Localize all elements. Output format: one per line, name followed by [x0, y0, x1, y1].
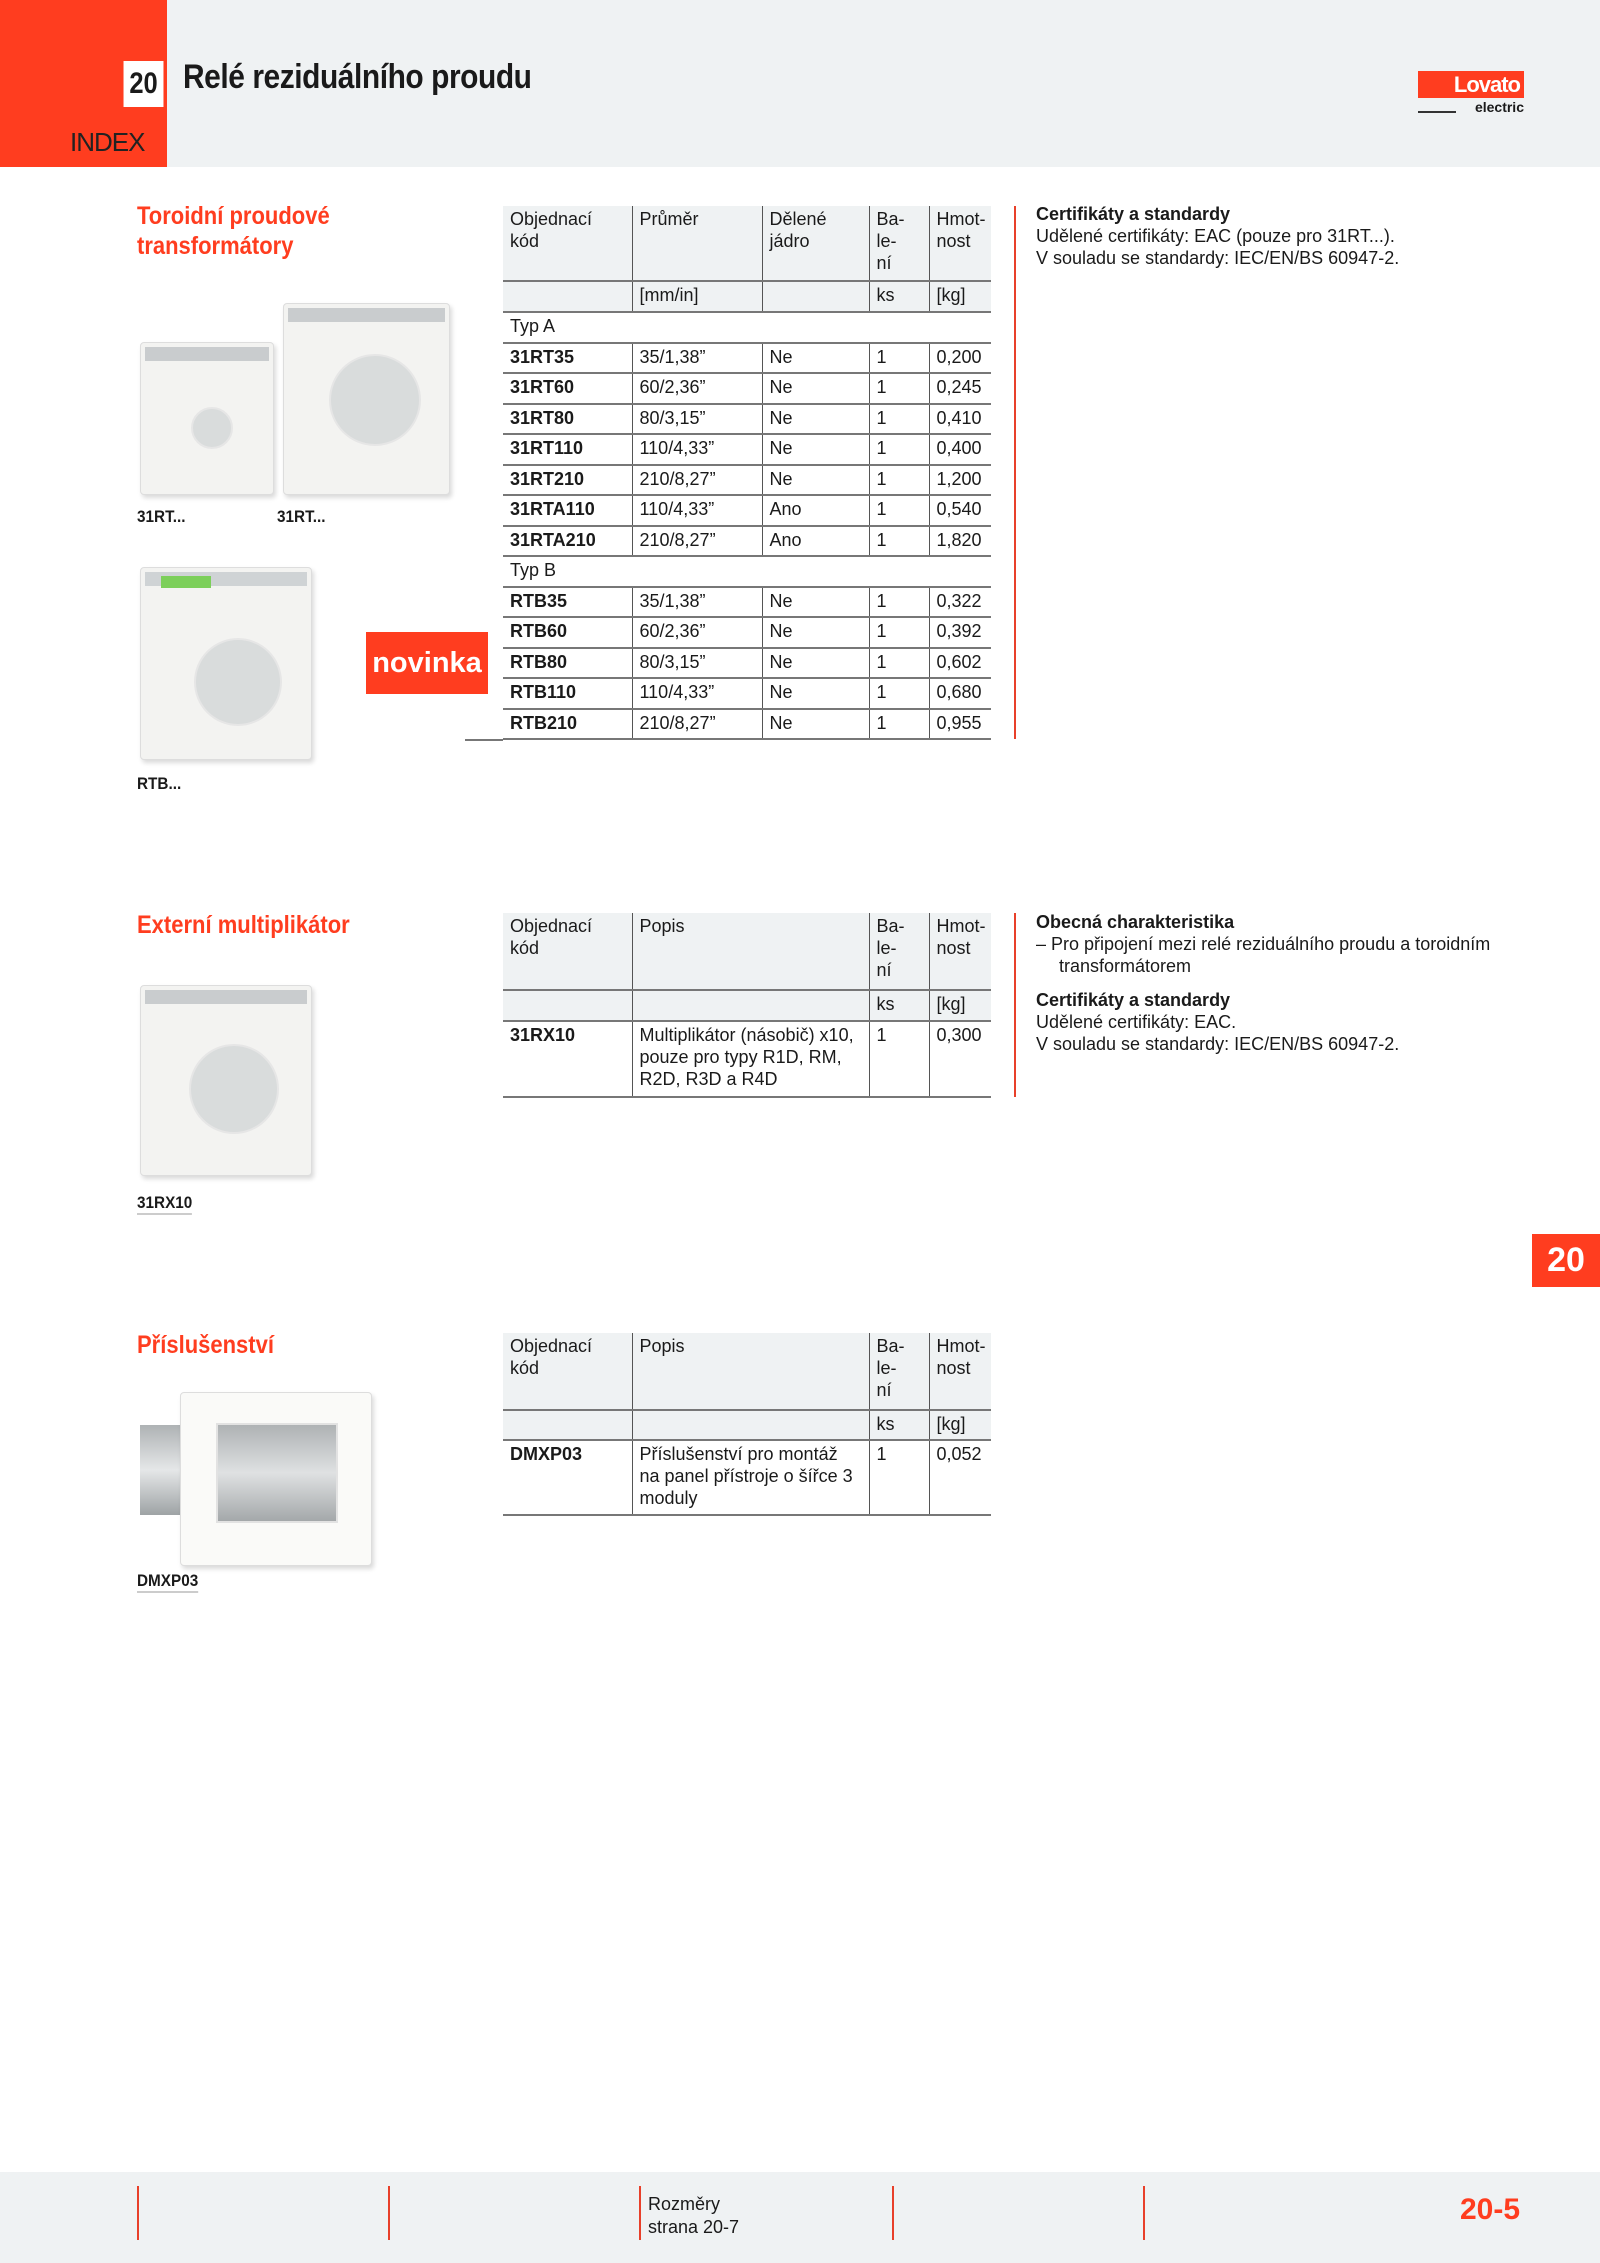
chapter-number: 20 [124, 61, 164, 107]
group-label: Typ A [503, 312, 991, 343]
col-header: Objednací kód [503, 913, 632, 990]
divider [1014, 206, 1016, 739]
image-label: 31RT... [277, 507, 326, 526]
general-characteristics: Obecná charakteristika – Pro připojení mezi relé reziduálního proudu a toroidním transformátorem Certifikáty a standardy Udělené certifikáty: EAC. V souladu se standardy: IEC/EN/BS 60947-2. [1036, 912, 1491, 1054]
logo-subtitle: electric [1474, 99, 1524, 115]
split-core: Ne [762, 617, 869, 648]
order-code[interactable]: 31RTA110 [503, 495, 632, 526]
col-header: Hmot- nost [929, 913, 991, 990]
pack: 1 [869, 648, 929, 679]
split-core: Ne [762, 343, 869, 374]
weight: 0,602 [929, 648, 991, 679]
divider [137, 2186, 139, 2240]
product-image-rtb [140, 567, 312, 760]
col-header: Objednací kód [503, 206, 632, 281]
split-core: Ne [762, 587, 869, 618]
weight: 0,400 [929, 434, 991, 465]
pack: 1 [869, 1440, 929, 1515]
image-label: RTB... [137, 774, 182, 793]
pack: 1 [869, 678, 929, 709]
table-row [503, 648, 991, 679]
weight: 1,820 [929, 526, 991, 557]
weight: 0,392 [929, 617, 991, 648]
pack: 1 [869, 373, 929, 404]
divider [1014, 913, 1016, 1097]
split-core: Ano [762, 526, 869, 557]
page-number: 20-5 [1460, 2193, 1521, 2226]
product-image-31rt-small [140, 342, 274, 495]
order-code[interactable]: 31RT210 [503, 465, 632, 496]
product-image-31rx10 [140, 985, 312, 1176]
divider [465, 739, 503, 741]
page-footer [0, 2172, 1600, 2263]
weight: 0,955 [929, 709, 991, 740]
product-image-dmxp03 [180, 1392, 372, 1566]
pack: 1 [869, 709, 929, 740]
unit: ks [869, 990, 929, 1021]
col-header: Průměr [632, 206, 762, 281]
multiplier-table [503, 913, 991, 1098]
diameter: 60/2,36” [632, 373, 762, 404]
table-row [503, 709, 991, 740]
order-code[interactable]: 31RT35 [503, 343, 632, 374]
order-code[interactable]: 31RT80 [503, 404, 632, 435]
unit: [kg] [929, 1410, 991, 1440]
order-code[interactable]: 31RTA210 [503, 526, 632, 557]
table-row [503, 587, 991, 618]
weight: 0,410 [929, 404, 991, 435]
page-title: Relé reziduálního proudu [183, 58, 532, 96]
description: Příslušenství pro montáž na panel přístroje o šířce 3 moduly [632, 1440, 869, 1515]
certificates-note: Certifikáty a standardy Udělené certifikáty: EAC (pouze pro 31RT...). V souladu se standardy: IEC/EN/BS 60947-2. [1036, 204, 1400, 268]
divider [1143, 2186, 1145, 2240]
lovato-logo: Lovato [1418, 71, 1524, 98]
section-title-accessories: Příslušenství [137, 1331, 274, 1359]
group-label: Typ B [503, 556, 991, 587]
unit: [kg] [929, 990, 991, 1021]
diameter: 35/1,38” [632, 587, 762, 618]
col-header: Objednací kód [503, 1333, 632, 1410]
section-title-toroid: Toroidní proudové transformátory [137, 202, 330, 260]
weight: 0,300 [929, 1021, 991, 1097]
weight: 0,200 [929, 343, 991, 374]
diameter: 35/1,38” [632, 343, 762, 374]
col-header: Hmot- nost [929, 206, 991, 281]
split-core: Ne [762, 465, 869, 496]
pack: 1 [869, 434, 929, 465]
diameter: 80/3,15” [632, 648, 762, 679]
image-label: 31RX10 [137, 1193, 192, 1215]
pack: 1 [869, 526, 929, 557]
index-link[interactable]: INDEX [70, 127, 145, 157]
table-row [503, 617, 991, 648]
col-header: Popis [632, 1333, 869, 1410]
image-label: DMXP03 [137, 1571, 198, 1593]
logo-line [1418, 111, 1456, 113]
weight: 0,540 [929, 495, 991, 526]
dimensions-link[interactable]: Rozměry strana 20-7 [648, 2194, 740, 2237]
product-image-31rt-large [283, 303, 450, 495]
order-code[interactable]: 31RT110 [503, 434, 632, 465]
diameter: 110/4,33” [632, 434, 762, 465]
split-core: Ne [762, 373, 869, 404]
weight: 0,322 [929, 587, 991, 618]
split-core: Ne [762, 648, 869, 679]
toroid-table [503, 206, 991, 740]
table-row [503, 465, 991, 496]
split-core: Ano [762, 495, 869, 526]
diameter: 210/8,27” [632, 709, 762, 740]
unit: ks [869, 1410, 929, 1440]
diameter: 210/8,27” [632, 526, 762, 557]
col-header: Dělené jádro [762, 206, 869, 281]
unit: [mm/in] [632, 281, 762, 312]
new-badge: novinka [366, 632, 488, 694]
order-code[interactable]: 31RX10 [503, 1021, 632, 1097]
table-row [503, 343, 991, 374]
pack: 1 [869, 465, 929, 496]
accessories-table [503, 1333, 991, 1516]
split-core: Ne [762, 404, 869, 435]
split-core: Ne [762, 709, 869, 740]
col-header: Hmot- nost [929, 1333, 991, 1410]
table-row [503, 1440, 991, 1515]
order-code[interactable]: DMXP03 [503, 1440, 632, 1515]
chapter-side-tab[interactable]: 20 [1532, 1234, 1600, 1287]
order-code[interactable]: RTB110 [503, 678, 632, 709]
order-code[interactable]: 31RT60 [503, 373, 632, 404]
pack: 1 [869, 1021, 929, 1097]
col-header: Ba- le- ní [869, 1333, 929, 1410]
table-row [503, 526, 991, 557]
pack: 1 [869, 343, 929, 374]
image-label: 31RT... [137, 507, 186, 526]
pack: 1 [869, 587, 929, 618]
table-row [503, 404, 991, 435]
weight: 0,052 [929, 1440, 991, 1515]
section-title-multiplier: Externí multiplikátor [137, 911, 350, 939]
pack: 1 [869, 617, 929, 648]
diameter: 60/2,36” [632, 617, 762, 648]
table-row [503, 495, 991, 526]
col-header: Ba- le- ní [869, 206, 929, 281]
diameter: 110/4,33” [632, 495, 762, 526]
pack: 1 [869, 404, 929, 435]
table-row [503, 1021, 991, 1097]
divider [388, 2186, 390, 2240]
description: Multiplikátor (násobič) x10, pouze pro typy R1D, RM, R2D, R3D a R4D [632, 1021, 869, 1097]
table-row [503, 373, 991, 404]
order-code[interactable]: RTB210 [503, 709, 632, 740]
unit: [kg] [929, 281, 991, 312]
table-row [503, 678, 991, 709]
col-header: Popis [632, 913, 869, 990]
diameter: 80/3,15” [632, 404, 762, 435]
col-header: Ba- le- ní [869, 913, 929, 990]
order-code[interactable]: RTB80 [503, 648, 632, 679]
diameter: 110/4,33” [632, 678, 762, 709]
pack: 1 [869, 495, 929, 526]
order-code[interactable]: RTB35 [503, 587, 632, 618]
table-row [503, 434, 991, 465]
split-core: Ne [762, 678, 869, 709]
split-core: Ne [762, 434, 869, 465]
divider [892, 2186, 894, 2240]
weight: 0,245 [929, 373, 991, 404]
diameter: 210/8,27” [632, 465, 762, 496]
weight: 0,680 [929, 678, 991, 709]
divider [639, 2186, 641, 2240]
weight: 1,200 [929, 465, 991, 496]
order-code[interactable]: RTB60 [503, 617, 632, 648]
unit: ks [869, 281, 929, 312]
